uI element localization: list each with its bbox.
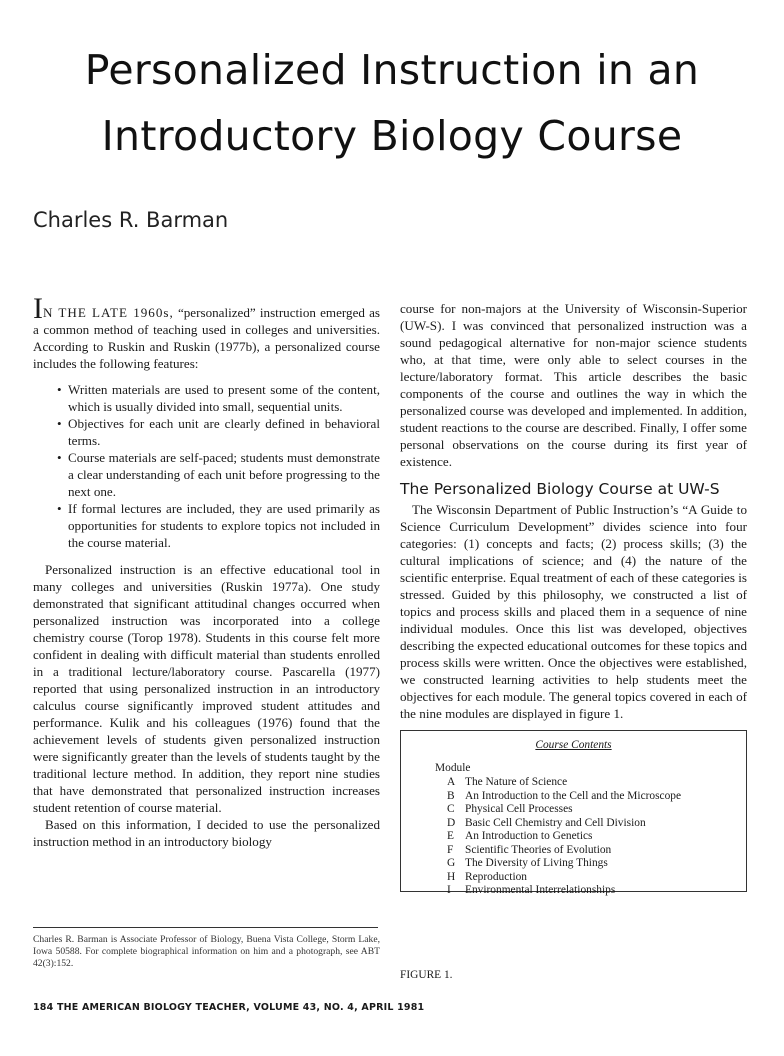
module-item <box>447 790 681 804</box>
module-item <box>447 884 681 898</box>
figure-caption: FIGURE 1. <box>400 969 453 981</box>
right-column <box>400 300 747 896</box>
feature-item <box>57 415 380 449</box>
module-name: The Nature of Science <box>465 776 568 788</box>
module-letter: H <box>447 870 456 883</box>
drop-cap: I <box>33 292 43 325</box>
module-name: Basic Cell Chemistry and Cell Division <box>465 816 646 829</box>
module-item <box>447 776 681 790</box>
feature-text: Course materials are self-paced; students must demonstrate a clear understanding of each unit before progressing to the next one. <box>68 450 380 499</box>
intro-lead-in: N THE LATE 1960s, <box>43 305 174 320</box>
body-paragraph: course for non-majors at the University of Wisconsin-Superior (UW-S). I was convinced that personalized instruction was a sound pedagogical alternative for non-major science students who, at that time, were only able to select courses in the lecture/laboratory format. This article describes the basic components of the course and outlines the way in which the personalized course was developed and implemented. In addition, student reactions to the course are described. Finally, I offer some personal observations on the course during its first year of existence. <box>400 301 747 469</box>
author-footnote: Charles R. Barman is Associate Professor of Biology, Buena Vista College, Storm Lake, Iowa 50588. For complete biographical information on him and a photograph, see ABT 42(3):152. <box>33 934 380 969</box>
feature-item <box>57 500 380 551</box>
feature-text: Objectives for each unit are clearly defined in behavioral terms. <box>68 416 380 448</box>
module-item <box>447 844 681 858</box>
module-item <box>447 817 681 831</box>
article-title-line-2: Introductory Biology Course <box>101 112 683 160</box>
module-letter: B <box>447 789 455 802</box>
intro-paragraph <box>33 292 381 372</box>
feature-item <box>57 381 380 415</box>
section-heading: The Personalized Biology Course at UW-S <box>400 480 720 498</box>
module-item <box>447 830 681 844</box>
feature-item <box>57 449 380 500</box>
module-name: Scientific Theories of Evolution <box>465 843 612 856</box>
module-name: Physical Cell Processes <box>465 803 573 815</box>
module-name: Reproduction <box>465 870 528 883</box>
author-name: Charles R. Barman <box>33 208 229 232</box>
module-letter: A <box>447 776 456 788</box>
module-letter: D <box>447 816 456 829</box>
bullet-icon: • <box>57 501 62 516</box>
figure-box <box>400 730 747 896</box>
module-letter: I <box>447 884 451 896</box>
module-letter: G <box>447 857 456 869</box>
feature-list <box>33 381 380 551</box>
module-item <box>447 871 681 885</box>
left-column <box>33 292 381 850</box>
body-paragraph: The Wisconsin Department of Public Instruction’s “A Guide to Science Curriculum Development” divides science into four categories: (1) concepts and facts; (2) process skills; (3) the cultural implications of science; and (4) the nature of the scientific enterprise. Equal treatment of each of these categories is stressed. Guided by this philosophy, we constructed a list of topics and process skills and placed them in a sequence of nine individual modules. Once this list was developed, objectives describing the expected educational outcomes for these topics and process skills were written. Once the objectives were established, we constructed learning activities to help students meet the objectives for each module. The general topics covered in each of the nine modules are displayed in figure 1. <box>400 502 747 721</box>
feature-text: If formal lectures are included, they are used primarily as opportunities for students to explore topics not included in the course material. <box>68 501 380 550</box>
body-paragraph: Personalized instruction is an effective educational tool in many colleges and universities (Ruskin 1977a). One study demonstrated that significant attitudinal changes occurred when personalized instruction was incorporated into a college chemistry course (Torop 1978). Students in this course felt more confident in dealing with difficult material than students enrolled in a traditional lecture/laboratory course. Pascarella (1977) reported that using personalized instruction in an introductory calculus course significantly improved student attitudes and performance. Kulik and his colleagues (1976) found that the achievement levels of students given personalized instruction were significantly greater than the levels of students taught by the traditional lecture method. In addition, they report nine studies that have demonstrated that personalized instruction increases student retention of course material. <box>33 562 380 815</box>
footnote-divider <box>33 927 378 928</box>
figure-title: Course Contents <box>535 739 612 751</box>
module-letter: F <box>447 843 454 856</box>
module-name: Environmental Interrelationships <box>465 884 616 896</box>
module-heading: Module <box>435 762 471 774</box>
bullet-icon: • <box>57 450 62 465</box>
module-item <box>447 857 681 871</box>
module-name: The Diversity of Living Things <box>465 857 608 869</box>
module-name: An Introduction to Genetics <box>465 830 593 842</box>
bullet-icon: • <box>57 382 62 397</box>
bullet-icon: • <box>57 416 62 431</box>
module-list <box>447 776 681 898</box>
page-footer: 184 THE AMERICAN BIOLOGY TEACHER, VOLUME 43, NO. 4, APRIL 1981 <box>33 1002 425 1013</box>
module-letter: C <box>447 803 455 815</box>
intro-text: “personalized” instruction emerged as a common method of teaching used in colleges and universities. According to Ruskin and Ruskin (1977b), a personalized course includes the following features: <box>33 305 381 371</box>
feature-text: Written materials are used to present some of the content, which is usually divided into small, sequential units. <box>68 382 380 414</box>
article-title-line-1: Personalized Instruction in an <box>84 46 700 94</box>
body-paragraph: Based on this information, I decided to use the personalized instruction method in an introductory biology <box>33 817 380 849</box>
module-letter: E <box>447 830 454 842</box>
module-name: An Introduction to the Cell and the Microscope <box>465 789 682 802</box>
module-item <box>447 803 681 817</box>
